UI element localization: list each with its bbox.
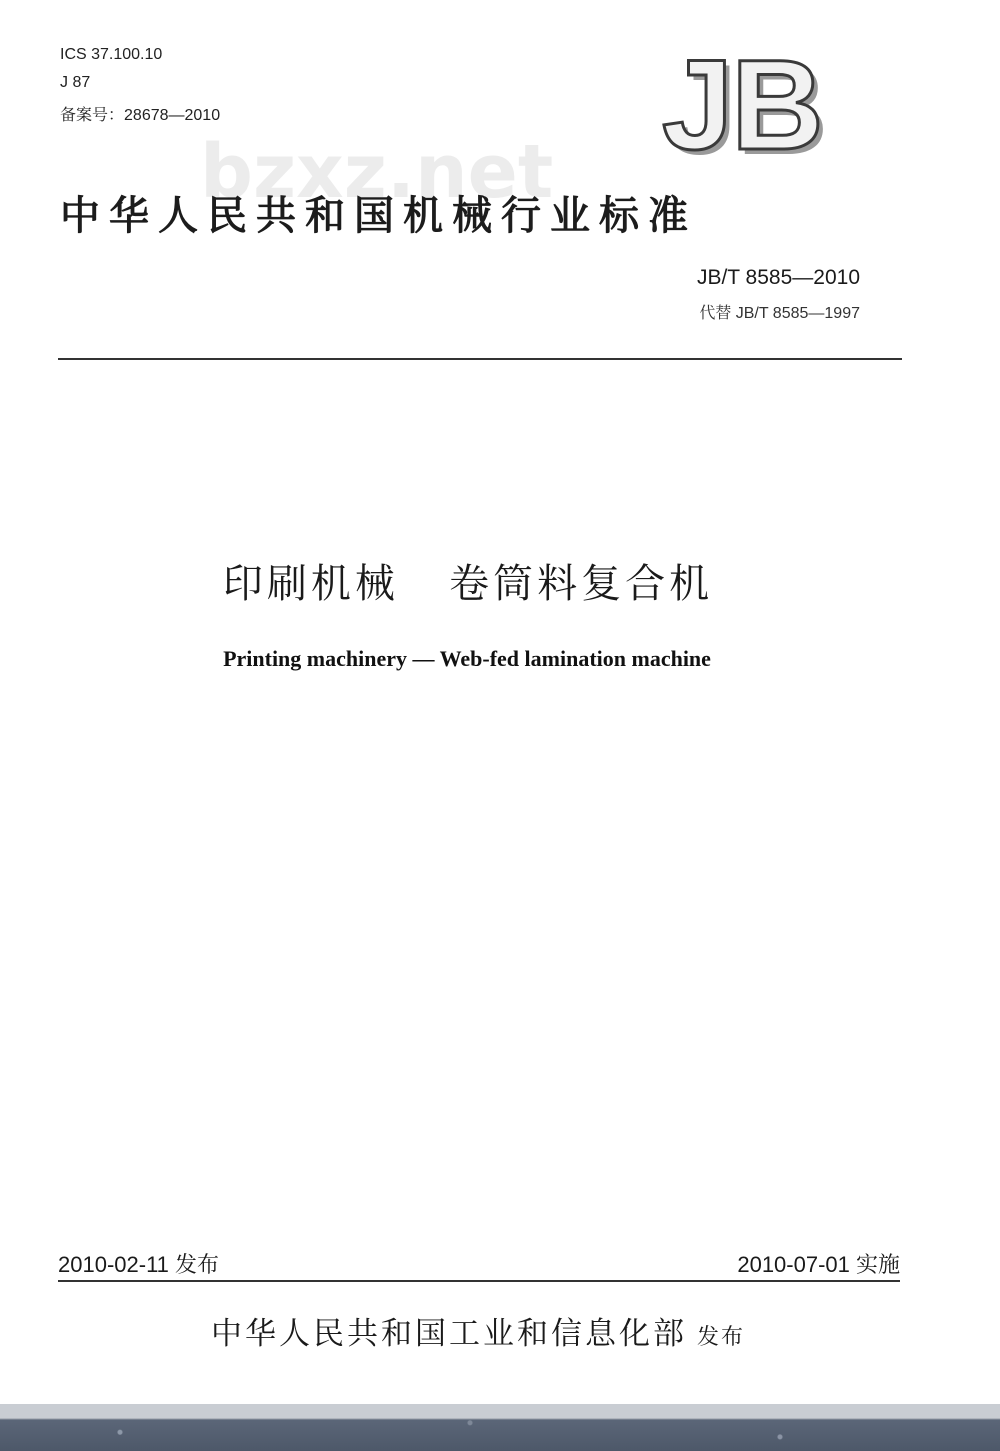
ics-code: ICS 37.100.10 — [60, 46, 163, 63]
header-divider — [58, 358, 902, 360]
publisher-name: 中华人民共和国工业和信息化部 — [210, 1316, 687, 1352]
record-number — [60, 102, 220, 125]
document-title-english: Printing machinery — Web-fed lamination machine — [223, 646, 711, 671]
issue-date: 2010-02-11 发布 — [58, 1252, 220, 1277]
publisher-line — [0, 1308, 978, 1353]
footer-divider — [58, 1280, 900, 1282]
jb-logo: JB — [662, 34, 822, 177]
implementation-date: 2010-07-01 实施 — [737, 1252, 900, 1277]
ccs-code: J 87 — [60, 74, 91, 91]
record-value: 28678—2010 — [124, 107, 221, 124]
publisher-action: 发布 — [696, 1325, 745, 1350]
standard-category-title: 中华人民共和国机械行业标准 — [60, 193, 697, 239]
watermark: bzxz.net — [200, 129, 554, 215]
scan-edge-strip — [0, 1404, 1000, 1451]
document-title-chinese: 印刷机械 卷筒料复合机 — [222, 561, 714, 607]
record-label: 备案号： — [60, 107, 125, 124]
standard-number: JB/T 8585—2010 — [696, 266, 860, 289]
replaced-standard: 代替 JB/T 8585—1997 — [699, 305, 860, 322]
